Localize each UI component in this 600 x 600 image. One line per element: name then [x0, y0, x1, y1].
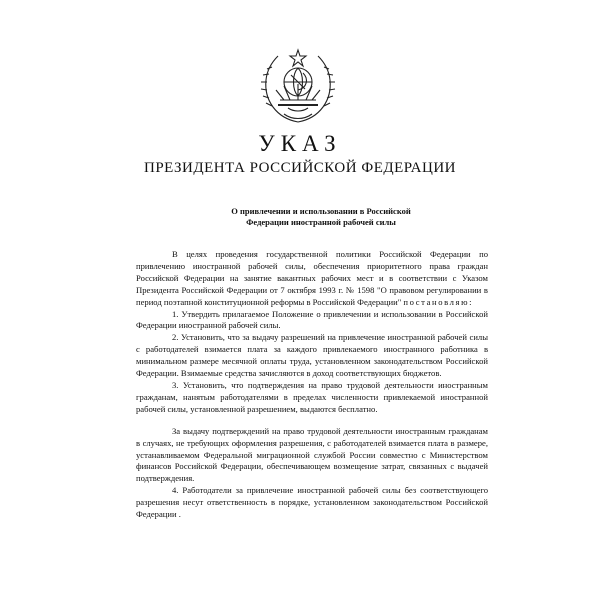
decree-word: постановляю:: [403, 296, 474, 307]
document-title: УКАЗ: [258, 131, 342, 156]
heading-line: Федерации иностранной рабочей силы: [246, 217, 396, 227]
decree-item: За выдачу подтверждений на право трудовой деятельности иностранным гражданам в случаях, не требующих оформления разрешения, с работодателей взимается плата в размере, устанавливаемом Федеральной миграционной службой России совместно с Министерством финансов Российской Федерации, обеспечивающем возмещение затрат, связанных с выдачей подтверждения.: [136, 425, 488, 484]
decree-item: 4. Работодатели за привлечение иностранной рабочей силы без соответствующего разрешения несут ответственность в порядке, установленном законодательством Российской Федерации .: [136, 485, 488, 520]
heading-line: О привлечении и использовании в Российской: [231, 206, 411, 216]
decree-item: 1. Утвердить прилагаемое Положение о привлечении и использовании в Российской Федерации иностранной рабочей силы.: [136, 308, 488, 331]
decree-body: [136, 249, 488, 521]
decree-item: 3. Установить, что подтверждения на право трудовой деятельности иностранным гражданам, нанятым работодателями в пределах численности привлекаемой иностранной рабочей силы, установленной разрешением, выдаются бесплатно.: [136, 379, 488, 414]
emblem-icon: [254, 42, 342, 130]
preamble-paragraph: [136, 249, 488, 309]
decree-heading: [196, 206, 446, 228]
decree-item: 2. Установить, что за выдачу разрешений на привлечение иностранной рабочей силы с работодателей взимается плата за каждого привлекаемого иностранного работника в минимальном размере месячной оплаты труда, установленном законодательством Российской Федерации. Взимаемые средства зачисляются в доход соответствующих бюджетов.: [136, 332, 488, 379]
coat-of-arms-emblem: [254, 42, 342, 130]
document-subtitle: ПРЕЗИДЕНТА РОССИЙСКОЙ ФЕДЕРАЦИИ: [143, 160, 457, 176]
preamble-text: В целях проведения государственной политики Российской Федерации по привлечению иностранной рабочей силы, обеспечения приоритетного права граждан Российской Федерации на занятие вакантных рабочих мест и в соответствии с Указом Президента Российской Федерации от 7 октября 1993 г. № 1598 "О правовом регулировании в период поэтапной конституционной реформы в Российской Федерации": [136, 249, 488, 307]
